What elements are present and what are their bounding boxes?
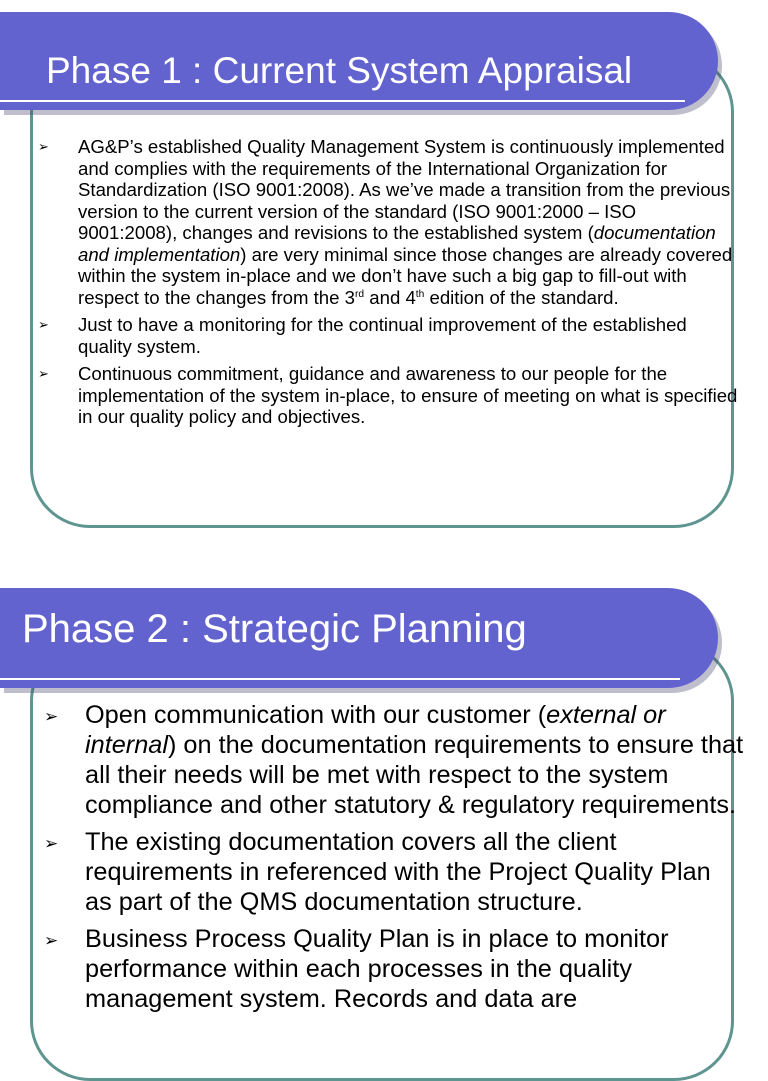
arrow-bullet-icon: ➢ <box>38 317 49 332</box>
arrow-bullet-icon: ➢ <box>38 366 49 381</box>
list-item <box>38 314 738 357</box>
title-underline <box>0 100 685 102</box>
bullet-text: AG&P’s established Quality Management System is continuously implemented and complies with the requirements of the International Organization for Standardization (ISO 9001:2008). As we’ve made a transition from the previous version to the current version of the standard (ISO 9001:2000 – ISO 9001:2008), changes and revisions to the established system (documentation and implementation) are very minimal since those changes are already covered within the system in-place and we don’t have such a big gap to fill-out with respect to the changes from the 3rd and 4th edition of the standard. <box>78 136 733 308</box>
arrow-bullet-icon: ➢ <box>44 931 59 950</box>
bullet-text: Open communication with our customer (external or internal) on the documentation requirements to ensure that all their needs will be met with respect to the system compliance and other statutory & regulatory requirements. <box>85 701 744 819</box>
list-item <box>44 924 744 1014</box>
bullet-text: Business Process Quality Plan is in place to monitor performance within each processes in the quality management system. Records and data are <box>85 925 669 1013</box>
list-item <box>38 363 738 428</box>
title-underline <box>0 678 680 680</box>
bullet-text: Continuous commitment, guidance and awareness to our people for the implementation of the system in-place, to ensure of meeting on what is specified in our quality policy and objectives. <box>78 363 738 427</box>
arrow-bullet-icon: ➢ <box>38 139 49 154</box>
slide-phase-2 <box>0 583 768 1024</box>
slide-phase-1 <box>0 0 768 540</box>
bullet-list <box>38 136 738 434</box>
arrow-bullet-icon: ➢ <box>44 707 59 726</box>
bullet-text: Just to have a monitoring for the continual improvement of the established quality system. <box>78 314 687 357</box>
slide-title: Phase 2 : Strategic Planning <box>22 607 527 651</box>
bullet-text: The existing documentation covers all the client requirements in referenced with the Project Quality Plan as part of the QMS documentation structure. <box>85 828 711 916</box>
list-item <box>44 700 744 820</box>
arrow-bullet-icon: ➢ <box>44 834 59 853</box>
list-item <box>38 136 738 308</box>
slide-title: Phase 1 : Current System Appraisal <box>46 50 633 91</box>
list-item <box>44 827 744 917</box>
bullet-list <box>44 700 744 1021</box>
